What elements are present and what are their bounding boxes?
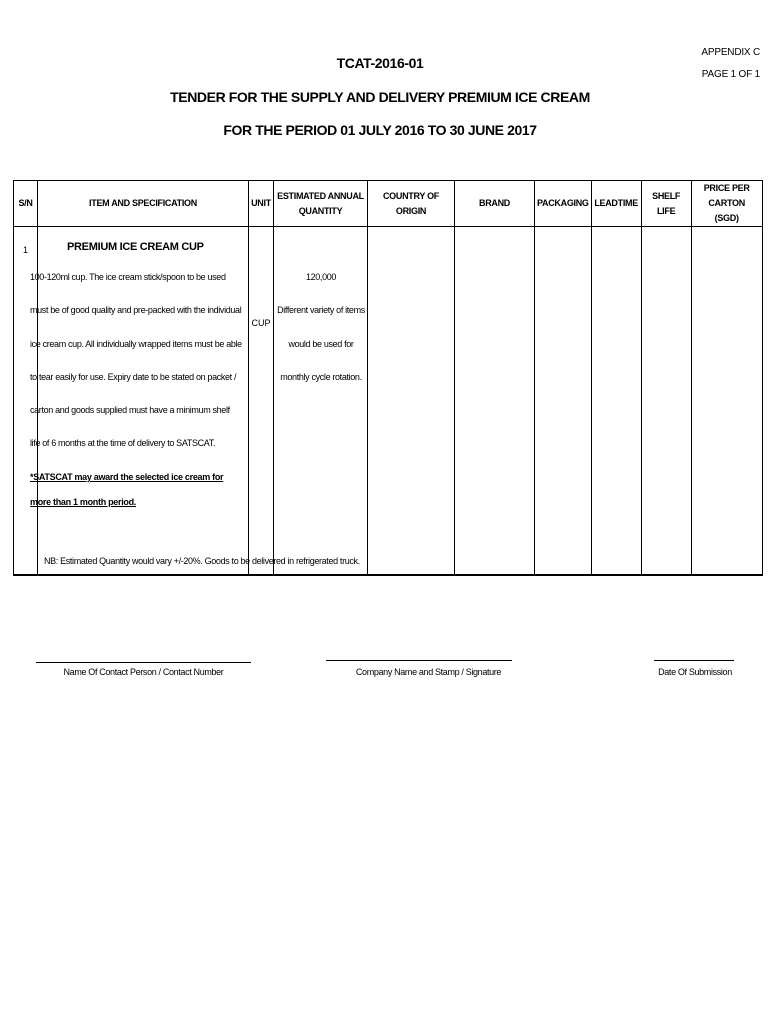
- page-indicator: PAGE 1 OF 1: [701, 69, 760, 80]
- tender-period: FOR THE PERIOD 01 JULY 2016 TO 30 JUNE 2017: [223, 122, 537, 138]
- award-note-line: more than 1 month period.: [30, 497, 137, 507]
- spec-line: ice cream cup. All individually wrapped items must be able: [30, 339, 242, 349]
- col-header-country: COUNTRY OF ORIGIN: [368, 181, 455, 227]
- quantity-note-line: monthly cycle rotation.: [280, 372, 362, 382]
- row-shelf-life-cell: [641, 227, 691, 576]
- spec-line: life of 6 months at the time of delivery to SATSCAT.: [30, 438, 216, 448]
- row-price-cell: [691, 227, 762, 576]
- spec-line: 100-120ml cup. The ice cream stick/spoon to be used: [30, 272, 226, 282]
- contact-signature-line: [36, 662, 251, 663]
- col-header-leadtime: LEADTIME: [591, 181, 641, 227]
- quantity-value: 120,000: [305, 272, 337, 282]
- row-leadtime-cell: [591, 227, 641, 576]
- item-title: PREMIUM ICE CREAM CUP: [67, 241, 204, 253]
- col-header-price: [691, 181, 762, 227]
- col-header-sn: S/N: [14, 181, 38, 227]
- col-header-unit: UNIT: [249, 181, 274, 227]
- company-signature-line: [326, 660, 512, 661]
- row-brand-cell: [455, 227, 535, 576]
- document-title: TENDER FOR THE SUPPLY AND DELIVERY PREMIUM ICE CREAM: [170, 89, 590, 105]
- date-signature-line: [654, 660, 734, 661]
- award-note-line: *SATSCAT may award the selected ice cream for: [30, 472, 224, 482]
- spec-line: must be of good quality and pre-packed with the individual: [30, 305, 242, 315]
- col-header-price-line1: PRICE PER CARTON: [703, 183, 750, 208]
- col-header-quantity-line2: QUANTITY: [298, 205, 343, 216]
- row-country-cell: [368, 227, 455, 576]
- col-header-brand: BRAND: [455, 181, 535, 227]
- col-header-packaging: PACKAGING: [535, 181, 592, 227]
- date-signature-label: Date Of Submission: [658, 667, 732, 677]
- row-unit: CUP: [251, 318, 271, 328]
- appendix-label: APPENDIX C: [701, 47, 760, 58]
- col-header-price-line2: (SGD): [714, 213, 739, 223]
- spec-line: carton and goods supplied must have a minimum shelf: [30, 405, 230, 415]
- quantity-note-line: Different variety of items: [277, 305, 365, 315]
- col-header-item: ITEM AND SPECIFICATION: [38, 181, 249, 227]
- nb-note: NB: Estimated Quantity would vary +/-20%. Goods to be delivered in refrigerated truck.: [44, 556, 360, 566]
- tender-reference: TCAT-2016-01: [336, 55, 424, 71]
- quantity-note-line: would be used for: [288, 339, 354, 349]
- row-unit-cell: [249, 227, 274, 576]
- col-header-quantity-line1: ESTIMATED ANNUAL: [277, 190, 364, 201]
- spec-line: to tear easily for use. Expiry date to be stated on packet /: [30, 372, 237, 382]
- col-header-quantity: [274, 181, 368, 227]
- col-header-shelf-life: SHELF LIFE: [641, 181, 691, 227]
- company-signature-label: Company Name and Stamp / Signature: [355, 667, 502, 677]
- row-sn: 1: [14, 227, 38, 576]
- table-header-row: [14, 181, 763, 227]
- row-packaging-cell: [535, 227, 592, 576]
- contact-signature-label: Name Of Contact Person / Contact Number: [63, 667, 224, 677]
